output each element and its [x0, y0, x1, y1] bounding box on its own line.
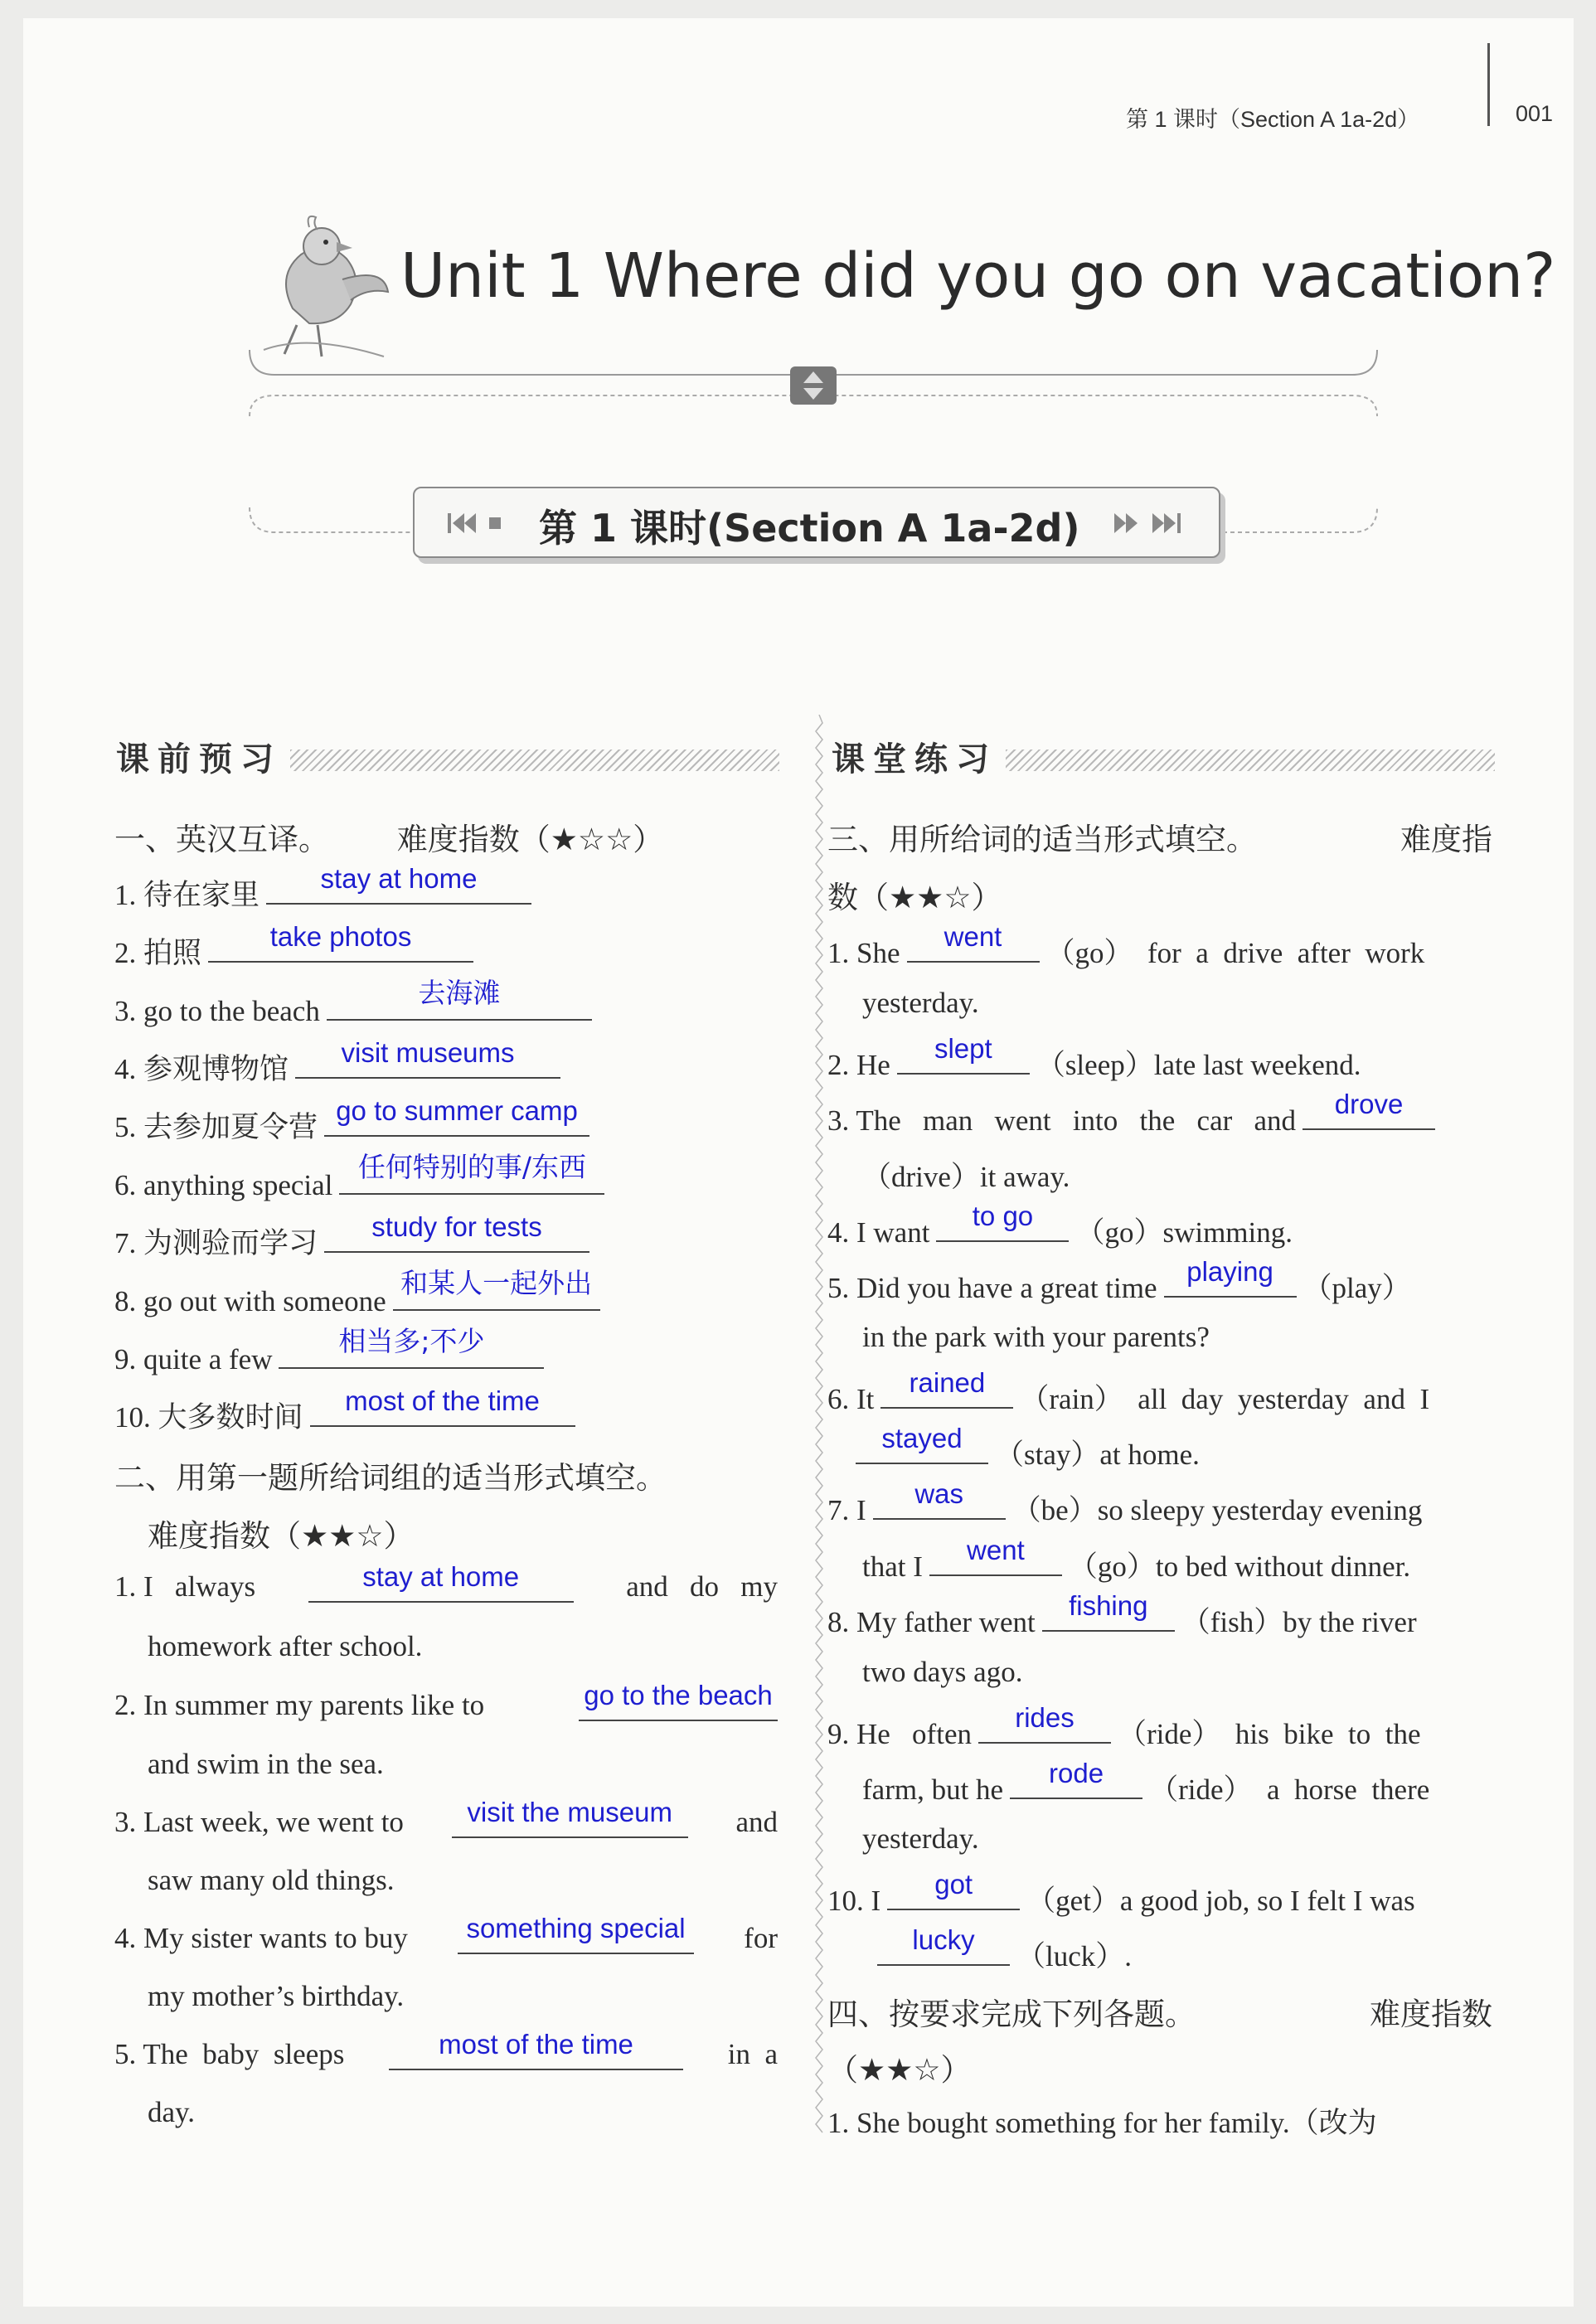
answer-text: lucky [912, 1924, 975, 1955]
section-hatch [1006, 750, 1495, 771]
item-text: （play） [1303, 1272, 1411, 1304]
answer-blank[interactable] [978, 1702, 1111, 1744]
p3-q3 [827, 1088, 1435, 1138]
part2-heading: 二、用第一题所给词组的适当形式填空。 [114, 1460, 667, 1496]
answer-blank[interactable] [266, 863, 531, 905]
part1-difficulty: 难度指数（★☆☆） [396, 822, 664, 857]
p1-item-6 [114, 1150, 611, 1202]
answer-blank[interactable] [877, 1924, 1010, 1966]
item-text: （go）to bed without dinner. [1068, 1550, 1411, 1583]
answer-blank[interactable] [1164, 1256, 1297, 1298]
p2-item-3-cont: saw many old things. [148, 1864, 395, 1896]
p2-item-4-cont: my mother’s birthday. [148, 1980, 405, 2012]
item-prompt: anything special [143, 1168, 333, 1201]
item-text: for [744, 1922, 778, 1954]
item-number: 10. [114, 1401, 151, 1434]
title-ornament [245, 346, 1381, 437]
item-prompt: 拍照 [143, 937, 202, 970]
answer-blank[interactable] [458, 1912, 694, 1954]
answer-text: rode [1049, 1758, 1104, 1788]
item-number: 5. [827, 1272, 850, 1304]
part3-difficulty-a: 难度指 [1400, 822, 1492, 857]
answer-blank[interactable] [873, 1478, 1006, 1520]
answer-blank[interactable] [880, 1367, 1013, 1409]
answer-blank[interactable] [339, 1150, 604, 1195]
section-title-preview: 课前预习 [116, 740, 282, 779]
p2-item-2 [114, 1679, 778, 1722]
lesson-banner [413, 487, 1220, 558]
p3-q5-cont: in the park with your parents? [862, 1321, 1210, 1353]
item-text: My sister wants to buy [143, 1922, 408, 1954]
p2-item-1 [114, 1560, 778, 1604]
answer-text: got [934, 1869, 973, 1899]
p3-q8-cont: two days ago. [862, 1656, 1023, 1688]
item-text: （fish）by the river [1181, 1606, 1417, 1638]
item-number: 7. [114, 1227, 137, 1259]
answer-text: slept [934, 1033, 992, 1064]
item-number: 6. [827, 1383, 850, 1415]
p1-item-5 [114, 1095, 596, 1146]
item-text: She [856, 937, 900, 969]
answer-text: take photos [269, 921, 412, 952]
item-number: 9. [114, 1342, 137, 1375]
p3-q5 [827, 1256, 1411, 1307]
item-number: 4. [827, 1216, 850, 1249]
skip-back-icon [446, 507, 512, 540]
p1-item-2 [114, 921, 480, 972]
p3-q9-cont [862, 1758, 1430, 1808]
p1-item-7 [114, 1211, 596, 1262]
item-number: 10. [827, 1885, 864, 1917]
item-number: 4. [114, 1053, 137, 1085]
answer-text: 去海滩 [418, 976, 501, 1009]
p1-item-4 [114, 1037, 567, 1088]
item-prompt: quite a few [143, 1342, 273, 1375]
section-hatch [290, 750, 779, 771]
p3-q7 [827, 1478, 1423, 1529]
answer-blank[interactable] [389, 2028, 683, 2070]
section-title-practice: 课堂练习 [832, 740, 997, 779]
item-number: 6. [114, 1168, 137, 1201]
answer-text: rides [1015, 1702, 1075, 1733]
item-number: 2. [827, 1049, 850, 1081]
item-text: （sleep）late last weekend. [1036, 1049, 1361, 1081]
item-number: 3. [827, 1104, 850, 1137]
p3-q1-cont: yesterday. [862, 987, 979, 1019]
skip-forward-icon [1111, 507, 1186, 540]
item-number: 7. [827, 1494, 850, 1526]
p2-item-4 [114, 1912, 778, 1955]
part4-heading-text: 四、按要求完成下列各题。 [827, 1997, 1196, 2032]
item-text: （get）a good job, so I felt I was [1026, 1885, 1415, 1917]
answer-blank[interactable] [907, 921, 1040, 963]
p3-q10-cont [877, 1924, 1133, 1975]
answer-text: most of the time [439, 2028, 633, 2060]
item-number: 1. [114, 1570, 137, 1603]
item-text: （stay）at home. [995, 1439, 1200, 1471]
answer-text: 任何特别的事/东西 [357, 1150, 586, 1183]
p2-item-3 [114, 1796, 778, 1839]
item-prompt: 待在家里 [143, 879, 260, 912]
answer-text: most of the time [345, 1385, 540, 1416]
page-number: 001 [1516, 101, 1554, 126]
part3-heading-text: 三、用所给词的适当形式填空。 [827, 822, 1257, 857]
p3-q1 [827, 921, 1425, 972]
item-number: 5. [114, 1111, 137, 1143]
answer-blank[interactable] [324, 1211, 589, 1253]
answer-text: visit the museum [467, 1796, 672, 1827]
item-text: I [856, 1494, 866, 1526]
running-header: 第 1 课时（Section A 1a-2d） [1126, 107, 1420, 132]
item-text: My father went [856, 1606, 1036, 1638]
answer-text: something special [466, 1912, 686, 1943]
answer-text: stay at home [320, 863, 478, 894]
header-divider [1487, 43, 1490, 126]
answer-text: study for tests [371, 1211, 542, 1242]
lesson-title: 第 1 课时(Section A 1a-2d) [539, 506, 1080, 551]
answer-blank[interactable] [936, 1201, 1069, 1242]
p3-q9 [827, 1702, 1421, 1753]
item-text: （rain） all day yesterday and I [1020, 1383, 1430, 1415]
answer-text: stay at home [362, 1560, 520, 1592]
answer-text: go to summer camp [336, 1095, 578, 1126]
answer-blank[interactable] [897, 1033, 1030, 1075]
item-prompt: 大多数时间 [158, 1401, 303, 1434]
p1-item-9 [114, 1324, 551, 1376]
item-text: I always [143, 1570, 256, 1603]
item-text: It [856, 1383, 875, 1415]
p3-q10 [827, 1869, 1415, 1919]
answer-blank[interactable] [308, 1560, 574, 1603]
p3-q2 [827, 1033, 1361, 1084]
answer-text: visit museums [341, 1037, 515, 1068]
answer-text: 和某人一起外出 [400, 1266, 593, 1299]
item-number: 2. [114, 937, 137, 969]
answer-text: was [914, 1478, 963, 1509]
answer-text: stayed [881, 1423, 963, 1453]
item-text: The baby sleeps [143, 2038, 345, 2070]
item-text: in a [727, 2038, 778, 2070]
item-number: 1. [114, 879, 137, 911]
answer-text: went [967, 1535, 1025, 1565]
p3-q7-cont [862, 1535, 1411, 1585]
p1-item-3 [114, 976, 599, 1028]
item-text: He [856, 1049, 890, 1081]
item-number: 4. [114, 1922, 137, 1954]
item-text: （ride） his bike to the [1117, 1718, 1421, 1750]
answer-text: rained [909, 1367, 986, 1398]
p1-item-1 [114, 863, 538, 914]
p3-q6-cont [856, 1423, 1200, 1473]
column-divider [815, 715, 823, 2141]
item-text: （luck）. [1016, 1940, 1133, 1972]
answer-text: drove [1334, 1088, 1404, 1119]
item-prompt: 为测验而学习 [143, 1227, 318, 1260]
p2-item-1-cont: homework after school. [148, 1630, 423, 1662]
item-text: （go） for a drive after work [1045, 937, 1425, 969]
answer-text: playing [1186, 1256, 1273, 1287]
answer-blank[interactable] [1042, 1590, 1175, 1632]
answer-blank[interactable] [1303, 1088, 1435, 1130]
item-number: 9. [827, 1718, 850, 1750]
item-text: and [735, 1806, 778, 1838]
answer-text: go to the beach [584, 1679, 773, 1710]
answer-text: to go [972, 1201, 1034, 1231]
part1-heading-text: 一、英汉互译。 [114, 822, 329, 857]
p3-q6 [827, 1367, 1430, 1418]
part2-difficulty: 难度指数（★★☆） [148, 1518, 415, 1554]
part1-heading [114, 814, 663, 859]
answer-blank[interactable] [452, 1796, 688, 1838]
item-text: and do my [626, 1570, 778, 1603]
p2-item-5-cont: day. [148, 2096, 196, 2128]
p1-item-10 [114, 1385, 582, 1436]
part4-difficulty-a: 难度指数 [1370, 1997, 1492, 2032]
item-text: In summer my parents like to [143, 1689, 485, 1721]
p3-q8 [827, 1590, 1417, 1641]
part3-heading [827, 814, 1492, 859]
answer-blank[interactable] [393, 1266, 600, 1311]
item-number: 2. [114, 1689, 137, 1721]
item-number: 3. [114, 1806, 137, 1838]
item-text: Did you have a great time [856, 1272, 1157, 1304]
item-text: （ride） a horse there [1149, 1773, 1430, 1806]
p2-item-5 [114, 2028, 778, 2071]
part4-difficulty-b: （★★☆） [827, 2052, 972, 2088]
answer-blank[interactable] [324, 1095, 589, 1137]
answer-blank[interactable] [295, 1037, 560, 1079]
p3-q9-cont2: yesterday. [862, 1822, 979, 1855]
answer-blank[interactable] [929, 1535, 1062, 1576]
item-text: （be）so sleepy yesterday evening [1011, 1494, 1423, 1526]
item-text: farm, but he [862, 1773, 1004, 1806]
item-text: （go）swimming. [1075, 1216, 1293, 1249]
p3-q4 [827, 1201, 1293, 1251]
answer-blank[interactable] [279, 1324, 544, 1369]
item-number: 1. [827, 937, 850, 969]
bird-illustration-icon [260, 209, 392, 366]
item-prompt: 去参加夏令营 [143, 1111, 318, 1144]
answer-blank[interactable] [208, 921, 473, 963]
answer-blank[interactable] [310, 1385, 575, 1427]
p1-item-8 [114, 1266, 607, 1318]
item-text: Last week, we went to [143, 1806, 404, 1838]
p4-q1: 1. She bought something for her family.（改为 [827, 2107, 1377, 2139]
item-text: I [871, 1885, 881, 1917]
answer-blank[interactable] [579, 1679, 778, 1721]
item-prompt: go out with someone [143, 1284, 386, 1317]
item-text: The man went into the car and [856, 1104, 1297, 1137]
p3-q3-cont: （drive）it away. [862, 1161, 1070, 1193]
answer-text: 相当多;不少 [338, 1324, 485, 1357]
item-number: 8. [114, 1284, 137, 1317]
item-prompt: 参观博物馆 [143, 1053, 289, 1086]
answer-blank[interactable] [887, 1869, 1020, 1910]
part3-difficulty-b: 数（★★☆） [827, 880, 1002, 915]
item-text: that I [862, 1550, 923, 1583]
answer-blank[interactable] [856, 1423, 988, 1464]
item-text: I want [856, 1216, 930, 1249]
part4-heading [827, 1989, 1492, 2034]
answer-text: went [944, 921, 1002, 952]
item-number: 5. [114, 2038, 137, 2070]
unit-title: Unit 1 Where did you go on vacation? [400, 240, 1556, 312]
item-text: He often [856, 1718, 972, 1750]
answer-blank[interactable] [327, 976, 592, 1021]
item-number: 3. [114, 994, 137, 1027]
item-number: 8. [827, 1606, 850, 1638]
answer-blank[interactable] [1010, 1758, 1142, 1799]
item-prompt: go to the beach [143, 994, 320, 1027]
answer-text: fishing [1069, 1590, 1148, 1621]
p2-item-2-cont: and swim in the sea. [148, 1748, 384, 1780]
workbook-page [23, 18, 1574, 2307]
